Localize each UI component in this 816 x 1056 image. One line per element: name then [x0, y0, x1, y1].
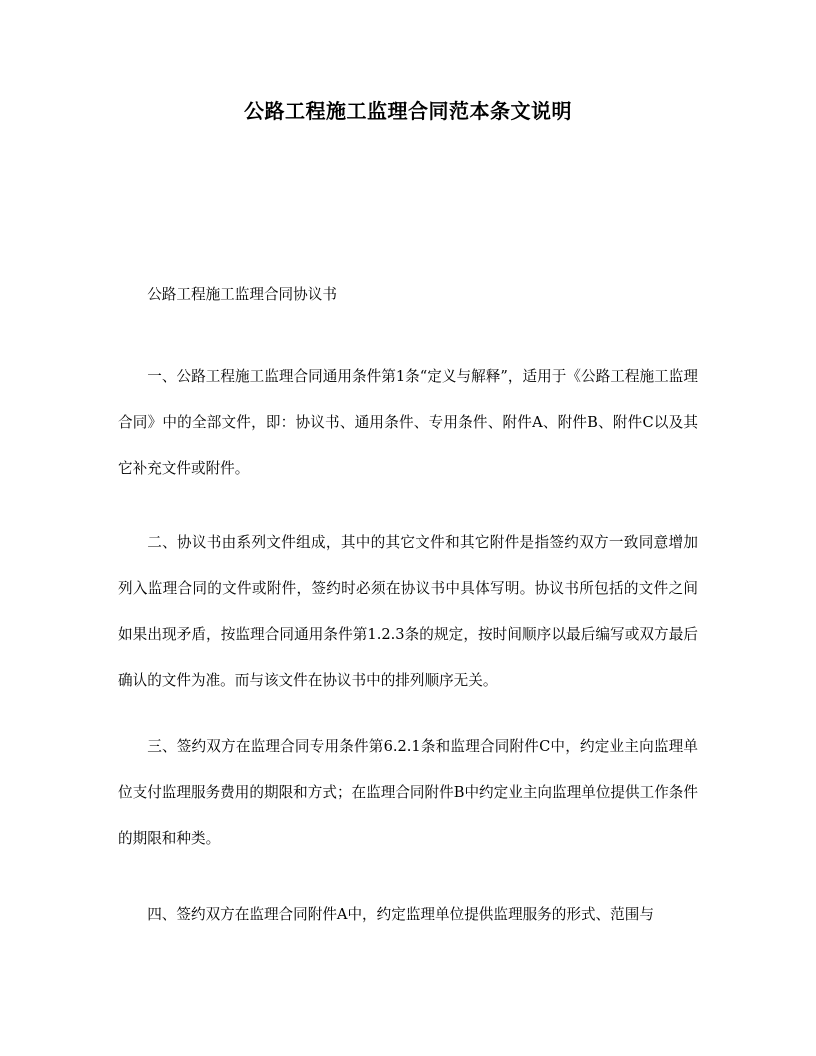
paragraph-agreement-heading: 公路工程施工监理合同协议书 — [147, 286, 337, 303]
paragraph-2: 二、协议书由系列文件组成，其中的其它文件和其它附件是指签约双方一致同意增加列入监理合同的文件或附件，签约时必须在协议书中具体写明。协议书所包括的文件之间如果出现矛盾，按监理合同通用条件第1.2.3条的规定，按时间顺序以最后编写或双方最后确认的文件为准。而与该文件在协议书中的排列顺序无关。 — [118, 534, 698, 689]
document-title: 公路工程施工监理合同范本条文说明 — [244, 99, 572, 123]
paragraph-1: 一、公路工程施工监理合同通用条件第1条“定义与解释”，适用于《公路工程施工监理合同》中的全部文件，即：协议书、通用条件、专用条件、附件A、附件B、附件C以及其它补充文件或附件。 — [118, 368, 698, 477]
paragraph-4: 四、签约双方在监理合同附件A中，约定监理单位提供监理服务的形式、范围与 — [147, 906, 654, 923]
paragraph-3: 三、签约双方在监理合同专用条件第6.2.1条和监理合同附件C中，约定业主向监理单位支付监理服务费用的期限和方式；在监理合同附件B中约定业主向监理单位提供工作条件的期限和种类。 — [118, 738, 698, 847]
